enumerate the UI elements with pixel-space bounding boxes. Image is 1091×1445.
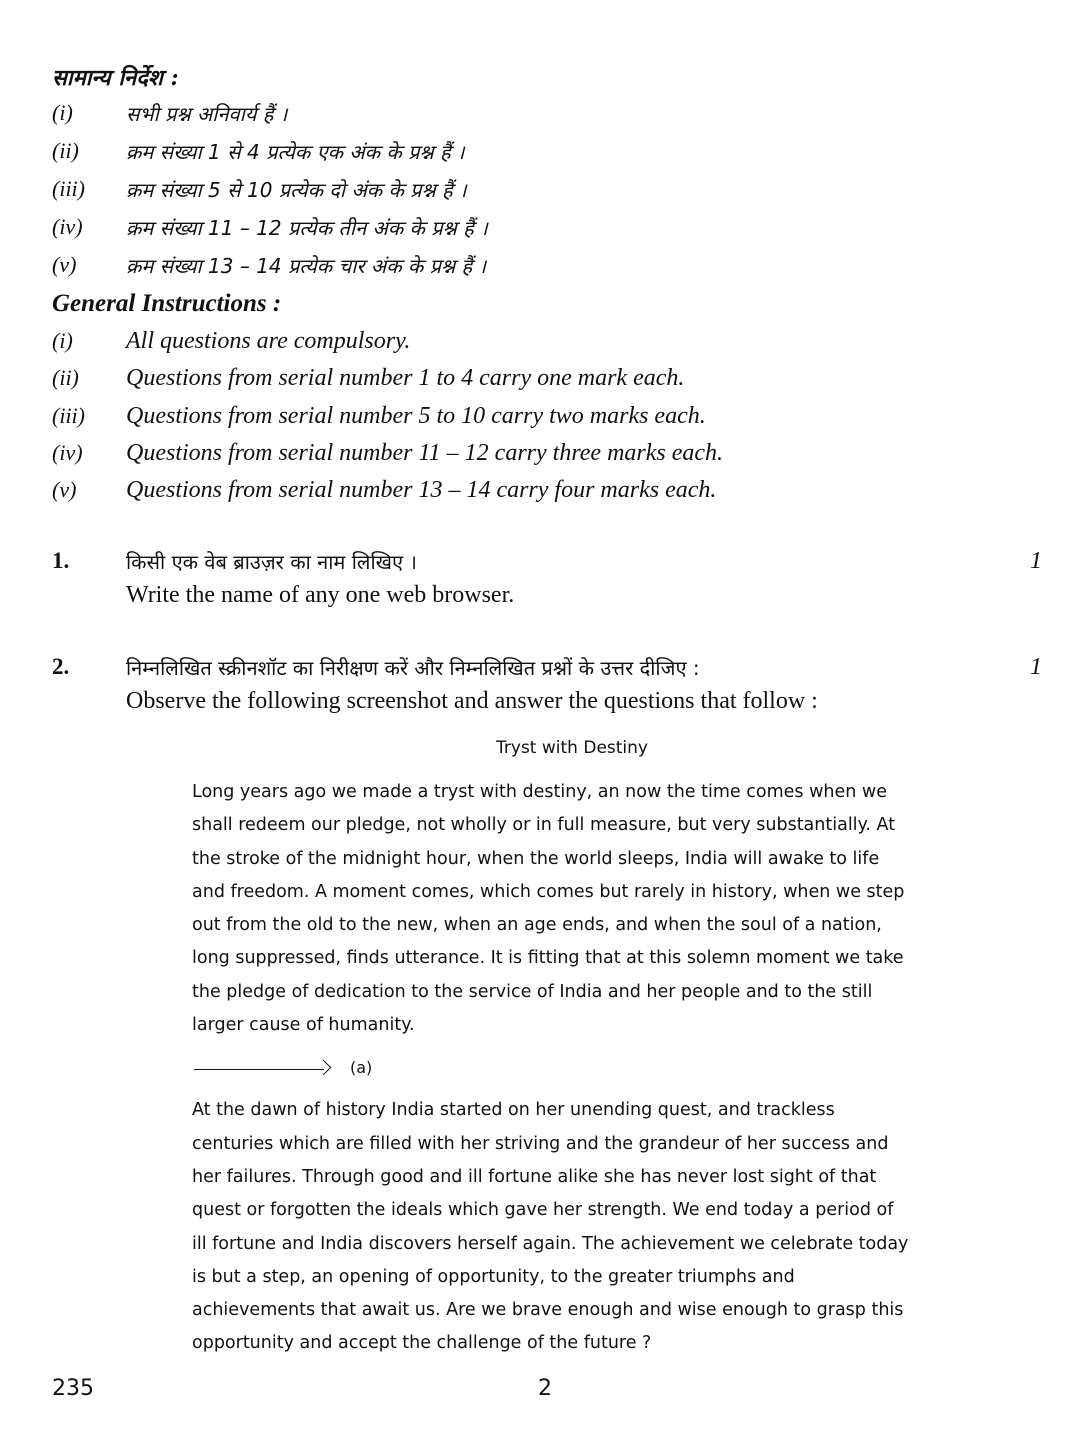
item-text: All questions are compulsory. bbox=[126, 328, 411, 354]
question-text-hindi: निम्नलिखित स्क्रीनशॉट का निरीक्षण करें और निम्नलिखित प्रश्नों के उत्तर दीजिए : bbox=[126, 656, 700, 680]
annotation-arrow bbox=[192, 1048, 992, 1088]
hindi-instruction-item bbox=[52, 100, 1032, 134]
item-number: (v) bbox=[52, 477, 77, 502]
question-marks: 1 bbox=[1030, 654, 1042, 680]
general-instruction-item bbox=[52, 403, 1032, 437]
item-text: क्रम संख्या 11 – 12 प्रत्येक तीन अंक के प्रश्न हैं । bbox=[126, 216, 488, 240]
arrow-line bbox=[194, 1069, 324, 1070]
item-text: Questions from serial number 13 – 14 carry four marks each. bbox=[126, 477, 717, 503]
question-text-hindi: किसी एक वेब ब्राउज़र का नाम लिखिए । bbox=[126, 550, 417, 574]
hindi-instructions-heading: सामान्य निर्देश : bbox=[52, 65, 179, 91]
item-text: Questions from serial number 1 to 4 carry one mark each. bbox=[126, 365, 685, 391]
item-text: Questions from serial number 11 – 12 carry three marks each. bbox=[126, 440, 724, 466]
item-number: (ii) bbox=[52, 138, 79, 163]
screenshot-title: Tryst with Destiny bbox=[496, 738, 648, 758]
question-text-english: Observe the following screenshot and answer the questions that follow : bbox=[126, 688, 818, 714]
question-text-english: Write the name of any one web browser. bbox=[126, 582, 515, 608]
item-number: (i) bbox=[52, 328, 73, 353]
hindi-instruction-item bbox=[52, 252, 1032, 286]
item-text: क्रम संख्या 13 – 14 प्रत्येक चार अंक के प्रश्न हैं । bbox=[126, 254, 487, 278]
paper-code: 235 bbox=[52, 1376, 94, 1401]
item-number: (iv) bbox=[52, 440, 83, 465]
question-number: 1. bbox=[52, 548, 70, 573]
question-marks: 1 bbox=[1030, 548, 1042, 574]
item-number: (iii) bbox=[52, 176, 85, 201]
general-instruction-item bbox=[52, 365, 1032, 399]
hindi-instruction-item bbox=[52, 176, 1032, 210]
arrow-label: (a) bbox=[350, 1058, 373, 1078]
item-number: (v) bbox=[52, 252, 77, 277]
screenshot-paragraph-2: At the dawn of history India started on her unending quest, and trackless centuries which are filled with her striving and the grandeur of her success and her failures. Through good and ill fortune alike she has never lost sight of that quest or forgotten the ideals which gave her strength. We end today a period of ill fortune and India discovers herself again. The achievement we celebrate today is but a step, an opening of opportunity, to the greater triumphs and achievements that await us. Are we brave enough and wise enough to grasp this opportunity and accept the challenge of the future ? bbox=[192, 1100, 909, 1354]
item-number: (ii) bbox=[52, 365, 79, 390]
general-instructions-heading: General Instructions : bbox=[52, 290, 282, 317]
screenshot-paragraph-1: Long years ago we made a tryst with destiny, an now the time comes when we shall redeem our pledge, not wholly or in full measure, but very substantially. At the stroke of the midnight hour, when the world sleeps, India will awake to life and freedom. A moment comes, which comes but rarely in history, when we step out from the old to the new, when an age ends, and when the soul of a nation, long suppressed, finds utterance. It is fitting that at this solemn moment we take the pledge of dedication to the service of India and her people and to the still larger cause of humanity. bbox=[192, 782, 905, 1036]
general-instruction-item bbox=[52, 477, 1032, 511]
general-instruction-item bbox=[52, 440, 1032, 474]
item-text: क्रम संख्या 1 से 4 प्रत्येक एक अंक के प्रश्न हैं । bbox=[126, 140, 465, 164]
item-text: Questions from serial number 5 to 10 carry two marks each. bbox=[126, 403, 706, 429]
hindi-instruction-item bbox=[52, 138, 1032, 172]
item-text: क्रम संख्या 5 से 10 प्रत्येक दो अंक के प्रश्न हैं । bbox=[126, 178, 467, 202]
item-number: (iii) bbox=[52, 403, 85, 428]
general-instruction-item bbox=[52, 328, 1032, 362]
item-number: (i) bbox=[52, 100, 73, 125]
page-number: 2 bbox=[538, 1376, 552, 1401]
item-number: (iv) bbox=[52, 214, 83, 239]
arrow-right-icon bbox=[316, 1060, 332, 1076]
item-text: सभी प्रश्न अनिवार्य हैं । bbox=[126, 102, 288, 126]
hindi-instruction-item bbox=[52, 214, 1032, 248]
document-screenshot bbox=[192, 738, 992, 1361]
question-number: 2. bbox=[52, 654, 70, 679]
